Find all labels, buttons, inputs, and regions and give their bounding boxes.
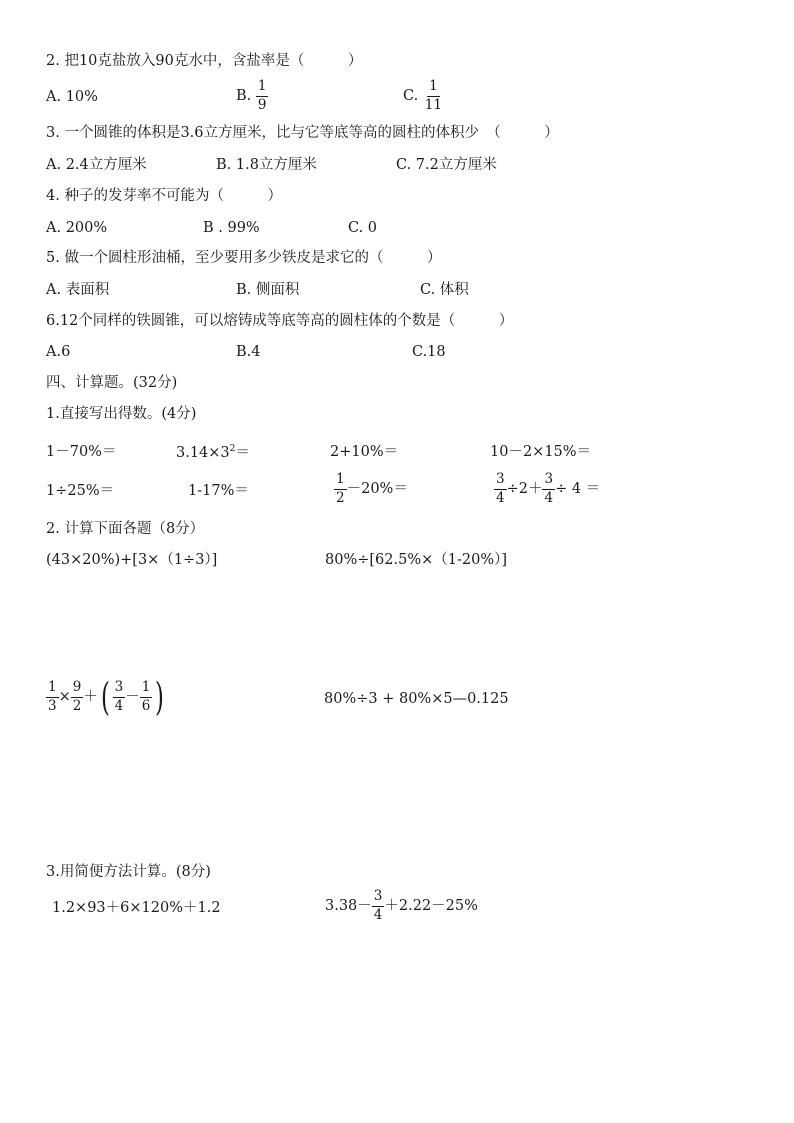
denominator: 4 <box>373 906 383 923</box>
mental-math-8 <box>494 473 600 505</box>
numerator: 3 <box>542 473 555 490</box>
denominator: 2 <box>72 697 82 714</box>
numerator: 1 <box>427 80 440 97</box>
mental-math-3: 2+10%＝ <box>330 444 399 460</box>
numerator: 1 <box>334 473 347 490</box>
fraction <box>542 473 555 505</box>
mental-math-1: 1－70%＝ <box>46 444 117 460</box>
calc-expression-1: (43×20%)+[3×（1÷3）] <box>46 552 218 568</box>
part-2-title: 2. 计算下面各题（8分） <box>46 521 205 537</box>
expression-tail: ÷ 4 ＝ <box>555 481 601 497</box>
part-3-title: 3.用简便方法计算。(8分) <box>46 864 211 880</box>
numerator: 9 <box>71 681 84 698</box>
mental-math-4: 10－2×15%＝ <box>490 444 592 460</box>
denominator: 9 <box>257 96 267 113</box>
expression-base: 3.14×3 <box>176 444 230 461</box>
option-b-label: B. <box>236 88 252 104</box>
question-3-option-b: B. 1.8立方厘米 <box>216 157 317 173</box>
numerator: 3 <box>113 681 126 698</box>
fraction <box>113 681 126 713</box>
part-1-title: 1.直接写出得数。(4分) <box>46 406 197 422</box>
operator: ＋ <box>83 689 98 705</box>
question-4-option-b: B . 99% <box>203 220 260 236</box>
equals-sign: ＝ <box>235 444 250 461</box>
question-3-option-a: A. 2.4立方厘米 <box>46 157 147 173</box>
calc-expression-4: 80%÷3 + 80%×5—0.125 <box>324 691 509 707</box>
simplify-expression-2 <box>325 890 478 922</box>
section-title: 四、计算题。(32分) <box>46 375 178 391</box>
numerator: 1 <box>256 80 269 97</box>
question-6-stem: 6.12个同样的铁圆锥，可以熔铸成等底等高的圆柱体的个数是（ ） <box>46 313 514 329</box>
fraction <box>140 681 153 713</box>
question-2-option-a: A. 10% <box>46 89 98 105</box>
question-4-option-a: A. 200% <box>46 220 108 236</box>
numerator: 3 <box>494 473 507 490</box>
right-paren: ) <box>155 675 165 719</box>
exponent: 2 <box>229 444 236 454</box>
mental-math-6: 1-17%＝ <box>188 483 249 499</box>
question-5-option-a: A. 表面积 <box>46 282 110 298</box>
question-4-stem: 4. 种子的发芽率不可能为（ ） <box>46 188 282 204</box>
fraction <box>423 80 444 112</box>
question-5-stem: 5. 做一个圆柱形油桶，至少要用多少铁皮是求它的（ ） <box>46 250 442 266</box>
calc-expression-3 <box>46 675 167 719</box>
denominator: 11 <box>424 96 442 113</box>
question-6-option-b: B.4 <box>236 344 261 360</box>
question-4-option-c: C. 0 <box>348 220 378 236</box>
question-3-option-c: C. 7.2立方厘米 <box>396 157 497 173</box>
option-c-label: C. <box>403 88 419 104</box>
question-2-option-b <box>236 80 268 112</box>
expression-head: 3.38－ <box>325 898 372 914</box>
fraction <box>494 473 507 505</box>
numerator: 1 <box>140 681 153 698</box>
fraction <box>372 890 385 922</box>
operator: － <box>125 689 140 705</box>
fraction <box>256 80 269 112</box>
expression-middle: ÷2＋ <box>506 481 543 497</box>
denominator: 4 <box>114 697 124 714</box>
fraction <box>46 681 59 713</box>
fraction <box>334 473 347 505</box>
question-2-option-c <box>403 80 444 112</box>
question-6-option-c: C.18 <box>412 344 446 360</box>
question-2-stem: 2. 把10克盐放入90克水中，含盐率是（ ） <box>46 53 363 69</box>
denominator: 4 <box>544 489 554 506</box>
left-paren: ( <box>100 675 110 719</box>
mental-math-7 <box>334 473 408 505</box>
denominator: 4 <box>496 489 505 506</box>
denominator: 3 <box>48 697 57 714</box>
simplify-expression-1: 1.2×93＋6×120%＋1.2 <box>52 900 221 916</box>
denominator: 6 <box>141 697 151 714</box>
fraction <box>71 681 84 713</box>
numerator: 3 <box>372 890 385 907</box>
calc-expression-2: 80%÷[62.5%×（1-20%）] <box>325 552 508 568</box>
numerator: 1 <box>46 681 59 698</box>
expression-tail: －20%＝ <box>346 481 408 497</box>
denominator: 2 <box>336 489 345 506</box>
expression-tail: ＋2.22－25% <box>384 898 478 914</box>
operator: × <box>58 689 71 705</box>
mental-math-5: 1÷25%＝ <box>46 483 115 499</box>
question-6-option-a: A.6 <box>46 344 71 360</box>
question-5-option-b: B. 侧面积 <box>236 282 300 298</box>
question-5-option-c: C. 体积 <box>420 282 469 298</box>
mental-math-2 <box>176 445 250 460</box>
question-3-stem: 3. 一个圆锥的体积是3.6立方厘米，比与它等底等高的圆柱的体积少 （ ） <box>46 125 559 141</box>
